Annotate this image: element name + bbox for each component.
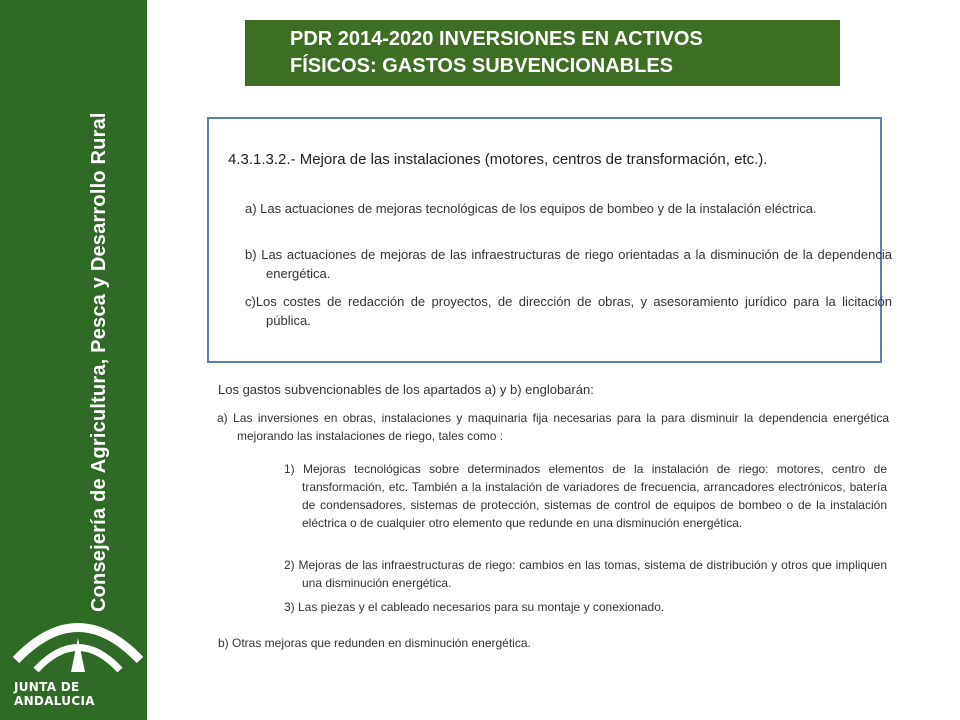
sidebar: [0, 0, 147, 720]
sub-item-3: 3) Las piezas y el cableado necesarios para su montaje y conexionado.: [284, 600, 665, 614]
logo-caption: JUNTA DE ANDALUCIA: [14, 680, 95, 708]
measure-box: [207, 117, 892, 363]
title-line-2: FÍSICOS: GASTOS SUBVENCIONABLES: [290, 55, 674, 77]
measure-item-b: b) Las actuaciones de mejoras de las infraestructuras de riego orientadas a la disminución de la dependencia energética.: [245, 247, 892, 281]
eligible-costs-a: a) Las inversiones en obras, instalaciones y maquinaria fija necesarias para la para disminuir la dependencia energética mejorando las instalaciones de riego, tales como :: [217, 411, 889, 443]
sub-item-1: 1) Mejoras tecnológicas sobre determinados elementos de la instalación de riego: motores, centro de transformación, etc. También a la instalación de variadores de frecuencia, arrancadores electrónicos, batería de condensadores, sistemas de protección, sistemas de control de equipos de bombeo o de la instalación eléctrica o de cualquier otro elemento que redunde en una disminución energética.: [284, 462, 887, 530]
sub-item-2: 2) Mejoras de las infraestructuras de riego: cambios en las tomas, sistema de distribución y otros que impliquen una disminución energética.: [284, 558, 887, 590]
title-line-1: PDR 2014-2020 INVERSIONES EN ACTIVOS: [290, 28, 703, 50]
sidebar-vertical-text: Consejería de Agricultura, Pesca y Desarrollo Rural: [88, 112, 110, 612]
measure-heading: 4.3.1.3.2.- Mejora de las instalaciones (motores, centros de transformación, etc.).: [228, 151, 768, 168]
title-banner: [245, 20, 840, 86]
eligible-costs-b: b) Otras mejoras que redunden en disminución energética.: [218, 636, 531, 650]
measure-item-a: a) Las actuaciones de mejoras tecnológicas de los equipos de bombeo y de la instalación eléctrica.: [245, 201, 817, 216]
eligible-costs-intro: Los gastos subvencionables de los apartados a) y b) englobarán:: [218, 382, 594, 397]
measure-item-c: c)Los costes de redacción de proyectos, de dirección de obras, y asesoramiento jurídico para la licitación pública.: [245, 294, 892, 328]
